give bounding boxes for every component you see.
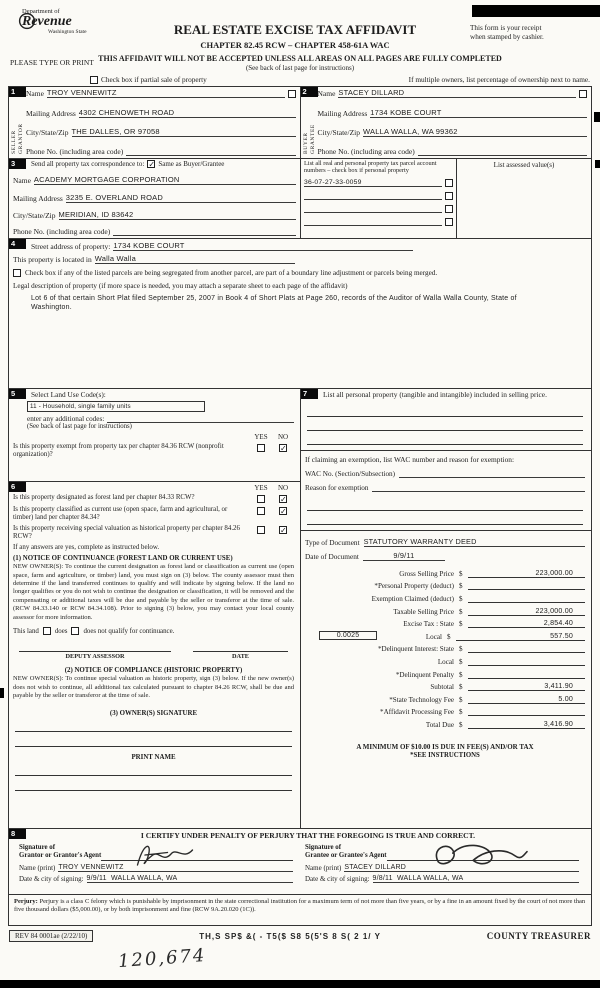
name-label: Name xyxy=(317,89,336,98)
name-print-label: Name (print) xyxy=(19,863,56,872)
land-classification-section xyxy=(9,481,300,828)
seller-csz-value: THE DALLES, OR 97058 xyxy=(72,127,296,137)
certification-section xyxy=(9,829,591,895)
form-body xyxy=(8,86,592,926)
taxable-selling-price-row: Taxable Selling Price $ 223,000.00 xyxy=(305,603,585,616)
signature-of-label: Signature of xyxy=(19,844,56,851)
does-label: does xyxy=(54,627,68,635)
parcel-number-value: 36-07-27-33-0059 xyxy=(304,179,442,188)
partial-sale-checkbox xyxy=(90,76,98,84)
signature-of-label: Signature of xyxy=(305,844,342,851)
legal-description-label: Legal description of property (if more space is needed, you may attach a separate sheet to each page of the affidavit) xyxy=(13,282,348,290)
mailing-address-label: Mailing Address xyxy=(26,108,76,118)
grantee-signature-block xyxy=(299,844,585,883)
wac-number-value xyxy=(399,477,585,478)
ownership-percent-checkbox xyxy=(288,90,296,98)
land-use-code-box: 11 - Household, single family units xyxy=(27,401,205,412)
name-label: Name xyxy=(26,89,44,98)
seller-grantor-vertical-label: SELLER GRANTOR xyxy=(11,123,24,154)
divider xyxy=(301,530,591,531)
street-address-label: Street address of property: xyxy=(31,242,111,251)
print-name-line xyxy=(15,761,292,776)
forest-yes-checkbox xyxy=(257,495,265,503)
excise-tax-local-row: 0.0025 Local $ 557.50 xyxy=(305,628,585,641)
date-of-document-label: Date of Document xyxy=(305,552,359,562)
same-as-buyer-label: Same as Buyer/Grantee xyxy=(158,160,225,168)
sale-details-section xyxy=(301,389,591,828)
grantor-name-value: TROY VENNEWITZ xyxy=(58,864,293,872)
dor-logo xyxy=(8,8,120,52)
current-use-no-checkbox: ✓ xyxy=(280,507,287,516)
grantee-name-value: STACEY DILLARD xyxy=(344,864,579,872)
scan-artifact-left xyxy=(0,688,4,698)
date-of-document-value: 9/9/11 xyxy=(363,551,445,561)
does-not-qualify-checkbox xyxy=(71,627,79,635)
delinquent-interest-local-row: Local $ xyxy=(305,653,585,666)
perjury-text: Perjury is a class C felony which is punishable by imprisonment in the state correctional institution for a maximum term of not more than five years, or by a fine in an amount fixed by the court of not more than five thousand dollars ($5,000.00), or by both imprisonment and fine (RCW 9A.20.020 (1C)). xyxy=(14,898,586,914)
section-number-badge: 5 xyxy=(9,389,26,399)
state-technology-fee-row: *State Technology Fee $ 5.00 xyxy=(305,691,585,704)
multiple-owners-note: If multiple owners, list percentage of ownership next to name. xyxy=(408,75,590,84)
exempt-yes-checkbox xyxy=(257,444,265,452)
scan-artifact-right-2 xyxy=(595,160,600,168)
grantor-date-value: 9/9/11 WALLA WALLA, WA xyxy=(87,875,293,883)
seller-phone-value xyxy=(126,155,295,156)
seller-name-value: TROY VENNEWITZ xyxy=(47,88,285,98)
buyer-address-value: 1734 KOBE COURT xyxy=(370,108,587,118)
scan-artifact-right-1 xyxy=(594,112,600,122)
compliance-notice-body: NEW OWNER(S): To continue special valuation as historic property, sign (3) below. If the new owner(s) does not wish to continue, all additional tax calculated pursuant to chapter 84.26 RCW, shall be due and payable by the seller or transferor at the time of sale. xyxy=(13,675,294,700)
partial-sale-row xyxy=(90,75,590,84)
logo-state-line: Washington State xyxy=(48,29,87,35)
divider xyxy=(301,450,591,451)
segregated-label: Check box if any of the listed parcels are being segregated from another parcel, are part of a boundary line adjustment or parcels being merged. xyxy=(25,269,438,277)
local-rate-box: 0.0025 xyxy=(319,631,377,640)
land-use-section xyxy=(9,389,300,481)
buyer-csz-value: WALLA WALLA, WA 99362 xyxy=(363,127,587,137)
exemption-line xyxy=(307,511,583,525)
does-not-qualify-label: does not qualify for continuance. xyxy=(83,627,175,635)
total-due-row: Total Due $ 3,416.90 xyxy=(305,716,585,729)
personal-property-checkbox xyxy=(445,192,453,200)
additional-codes-label: enter any additional codes: xyxy=(27,415,105,423)
scan-artifact-bottom-bar xyxy=(0,980,600,988)
compliance-notice-title: (2) NOTICE OF COMPLIANCE (HISTORIC PROPERTY) xyxy=(64,667,243,675)
section-number-badge: 8 xyxy=(9,829,26,839)
yes-label: YES xyxy=(254,484,268,492)
no-label: NO xyxy=(277,484,289,492)
see-back-note: (See back of last page for instructions) xyxy=(245,64,355,72)
if-any-yes-note: If any answers are yes, complete as instructed below. xyxy=(13,544,160,552)
delinquent-interest-state-row: *Delinquent Interest: State $ xyxy=(305,641,585,654)
ownership-percent-checkbox xyxy=(579,90,587,98)
send-correspondence-label: Send all property tax correspondence to: xyxy=(31,160,145,168)
forest-land-question: Is this property designated as forest land per chapter 84.33 RCW? xyxy=(13,494,195,501)
reason-label: Reason for exemption xyxy=(305,484,369,493)
gross-selling-price-row: Gross Selling Price $ 223,000.00 xyxy=(305,565,585,578)
grantee-agent-label: Grantee or Grantee's Agent xyxy=(305,852,387,860)
exemption-header: If claiming an exemption, list WAC number and reason for exemption: xyxy=(305,455,515,465)
affidavit-processing-fee-row: *Affidavit Processing Fee $ xyxy=(305,704,585,717)
street-address-value: 1734 KOBE COURT xyxy=(113,241,413,251)
personal-property-line xyxy=(307,403,583,417)
see-instructions-note: *SEE INSTRUCTIONS xyxy=(410,751,480,759)
wac-number-label: WAC No. (Section/Subsection) xyxy=(305,470,396,479)
assessed-values-column xyxy=(457,159,591,238)
print-name-line xyxy=(15,776,292,791)
revenue-circle-icon xyxy=(18,12,36,30)
historic-no-checkbox: ✓ xyxy=(280,525,287,535)
personal-property-line xyxy=(307,431,583,445)
buyer-grantee-section xyxy=(301,87,592,158)
logo-dept-line: Department of xyxy=(22,8,60,15)
phone-label: Phone No. (including area code) xyxy=(26,146,124,156)
this-land-label: This land xyxy=(13,627,39,635)
deputy-assessor-line: DEPUTY ASSESSOR xyxy=(19,651,171,660)
buyer-grantee-vertical-label: BUYER GRANTEE xyxy=(302,124,316,154)
segregated-checkbox xyxy=(13,269,21,277)
perjury-statement xyxy=(9,895,591,925)
personal-property-line xyxy=(307,417,583,431)
section-number-badge: 7 xyxy=(301,389,318,399)
seller-grantor-section xyxy=(9,87,301,158)
property-location-section xyxy=(9,239,591,389)
grantor-agent-label: Grantor or Grantor's Agent xyxy=(19,852,102,860)
mailing-address-label: Mailing Address xyxy=(13,193,63,203)
see-back-note: (See back of last page for instructions) xyxy=(27,423,132,430)
section-number-badge: 6 xyxy=(9,482,26,492)
parcel-numbers-column xyxy=(301,159,457,238)
reason-value xyxy=(372,491,585,492)
delinquent-penalty-row: *Delinquent Penalty $ xyxy=(305,666,585,679)
city-state-zip-label: City/State/Zip xyxy=(317,128,360,138)
exempt-question: Is this property exempt from property tax per chapter 84.36 RCW (nonprofit organization)? xyxy=(13,443,224,459)
handwritten-number: 120,674 xyxy=(117,944,208,973)
correspondence-phone-value xyxy=(113,235,296,236)
print-name-title: PRINT NAME xyxy=(131,753,176,761)
subtotal-row: Subtotal $ 3,411.90 xyxy=(305,679,585,692)
parcel-number-value xyxy=(304,212,442,213)
partial-sale-label: Check box if partial sale of property xyxy=(101,75,207,84)
please-type-or-print: PLEASE TYPE OR PRINT xyxy=(10,58,94,67)
type-of-document-value: STATUTORY WARRANTY DEED xyxy=(364,537,585,547)
correspondence-address-value: 3235 E. OVERLAND ROAD xyxy=(66,193,296,203)
historic-property-question: Is this property receiving special valuation as historical property per chapter 84.26 RCW? xyxy=(13,524,240,540)
chapter-subtitle: CHAPTER 82.45 RCW – CHAPTER 458-61A WAC xyxy=(200,40,390,50)
date-line: DATE xyxy=(193,651,288,660)
minimum-due-note: A MINIMUM OF $10.00 IS DUE IN FEE(S) AND/OR TAX xyxy=(356,742,534,751)
section-number-badge: 2 xyxy=(301,87,318,97)
land-use-title: Select Land Use Code(s): xyxy=(31,390,106,399)
receipt-note: This form is your receipt when stamped by cashier. xyxy=(470,24,544,41)
mailing-address-label: Mailing Address xyxy=(317,108,368,118)
current-use-question: Is this property classified as current use (open space, farm and agricultural, or timber) land per chapter 84.34? xyxy=(13,506,228,522)
tax-correspondence-section xyxy=(9,159,591,239)
additional-codes-value xyxy=(107,422,294,423)
certification-statement: I CERTIFY UNDER PENALTY OF PERJURY THAT THE FOREGOING IS TRUE AND CORRECT. xyxy=(140,831,476,840)
section-number-badge: 1 xyxy=(9,87,26,97)
grantor-signature-block xyxy=(13,844,299,883)
parcel-number-value xyxy=(304,199,442,200)
located-in-label: This property is located in xyxy=(13,255,92,264)
excise-tax-state-row: Excise Tax : State $ 2,854.40 xyxy=(305,616,585,629)
owner-signature-line xyxy=(15,732,292,747)
seller-address-value: 4302 CHENOWETH ROAD xyxy=(79,108,296,118)
name-print-label: Name (print) xyxy=(305,863,342,872)
legal-description-text: Lot 6 of that certain Short Plat filed September 25, 2007 in Book 4 of Short Plats at Page 260, records of the Auditor of Walla Walla County, State of Washington. xyxy=(31,295,517,312)
perjury-label: Perjury: xyxy=(14,898,38,905)
assessed-values-header: List assessed value(s) xyxy=(493,161,555,169)
buyer-phone-value xyxy=(418,155,587,156)
personal-property-header: List all personal property (tangible and intangible) included in selling price. xyxy=(323,390,547,399)
county-treasurer-label: COUNTY TREASURER xyxy=(486,931,591,941)
form-footer xyxy=(9,930,591,942)
same-as-buyer-checkbox: ✓ xyxy=(148,160,156,169)
city-state-zip-label: City/State/Zip xyxy=(26,128,69,138)
buyer-name-value: STACEY DILLARD xyxy=(338,88,576,98)
exemption-claimed-row: Exemption Claimed (deduct) $ xyxy=(305,590,585,603)
name-label: Name xyxy=(13,176,31,186)
parcel-number-value xyxy=(304,225,442,226)
no-label: NO xyxy=(277,433,289,441)
type-of-document-label: Type of Document xyxy=(305,538,360,548)
personal-property-deduct-row: *Personal Property (deduct) $ xyxy=(305,578,585,591)
correspondence-csz-value: MERIDIAN, ID 83642 xyxy=(59,210,297,220)
city-state-zip-label: City/State/Zip xyxy=(13,210,56,220)
owner-signature-line xyxy=(15,717,292,732)
grantee-signature-scribble xyxy=(419,840,539,872)
parcel-numbers-header: List all real and personal property tax parcel account numbers – check box if personal property xyxy=(304,160,437,175)
historic-yes-checkbox xyxy=(257,526,265,534)
completion-warning: THIS AFFIDAVIT WILL NOT BE ACCEPTED UNLESS ALL AREAS ON ALL PAGES ARE FULLY COMPLETED xyxy=(98,54,502,63)
grantee-date-value: 9/8/11 WALLA WALLA, WA xyxy=(373,875,579,883)
yes-label: YES xyxy=(254,433,268,441)
correspondence-name-value: ACADEMY MORTGAGE CORPORATION xyxy=(34,175,296,185)
exemption-line xyxy=(307,497,583,511)
phone-label: Phone No. (including area code) xyxy=(317,146,415,156)
located-in-value: Walla Walla xyxy=(95,254,295,264)
personal-property-checkbox xyxy=(445,218,453,226)
date-city-label: Date & city of signing: xyxy=(305,874,370,883)
date-city-label: Date & city of signing: xyxy=(19,874,84,883)
personal-property-checkbox xyxy=(445,205,453,213)
owners-signature-title: (3) OWNER(S) SIGNATURE xyxy=(109,709,198,717)
page-title: REAL ESTATE EXCISE TAX AFFIDAVIT xyxy=(173,22,417,37)
current-use-yes-checkbox xyxy=(257,507,265,515)
rev-form-number: REV 84 0001ae (2/22/10) xyxy=(9,930,93,942)
does-qualify-checkbox xyxy=(43,627,51,635)
section-number-badge: 4 xyxy=(9,239,26,249)
logo-revenue-label: Revenue xyxy=(22,14,72,29)
personal-property-checkbox xyxy=(445,179,453,187)
scan-artifact-top-right xyxy=(472,5,600,17)
grantor-signature-scribble xyxy=(131,840,209,870)
section-number-badge: 3 xyxy=(9,159,26,169)
continuance-notice-title: (1) NOTICE OF CONTINUANCE (FOREST LAND OR CURRENT USE) xyxy=(13,555,233,563)
treasurer-stamp-text: TH,S SP$ &( - T5($ S8 5(5'S 8 S( 2 1/ Y xyxy=(199,931,381,941)
continuance-notice-body: NEW OWNER(S): To continue the current designation as forest land or classification as current use (open space, farm and agriculture, or timber) land, you must sign on (3) below. The county assessor must then determine if the land transferred continues to qualify and will indicate by signing below. If the land no longer qualifies or you do not wish to continue the designation or classification, it will be removed and the compensating or additional taxes will be due and payable by the seller or transferor at the time of sale. (RCW 84.33.140 or RCW 84.34.108). Prior to signing (3) below, you may contact your local county assessor for more information. xyxy=(13,563,294,621)
phone-label: Phone No. (including area code) xyxy=(13,227,111,236)
forest-no-checkbox: ✓ xyxy=(280,495,287,504)
exempt-no-checkbox: ✓ xyxy=(280,444,287,453)
